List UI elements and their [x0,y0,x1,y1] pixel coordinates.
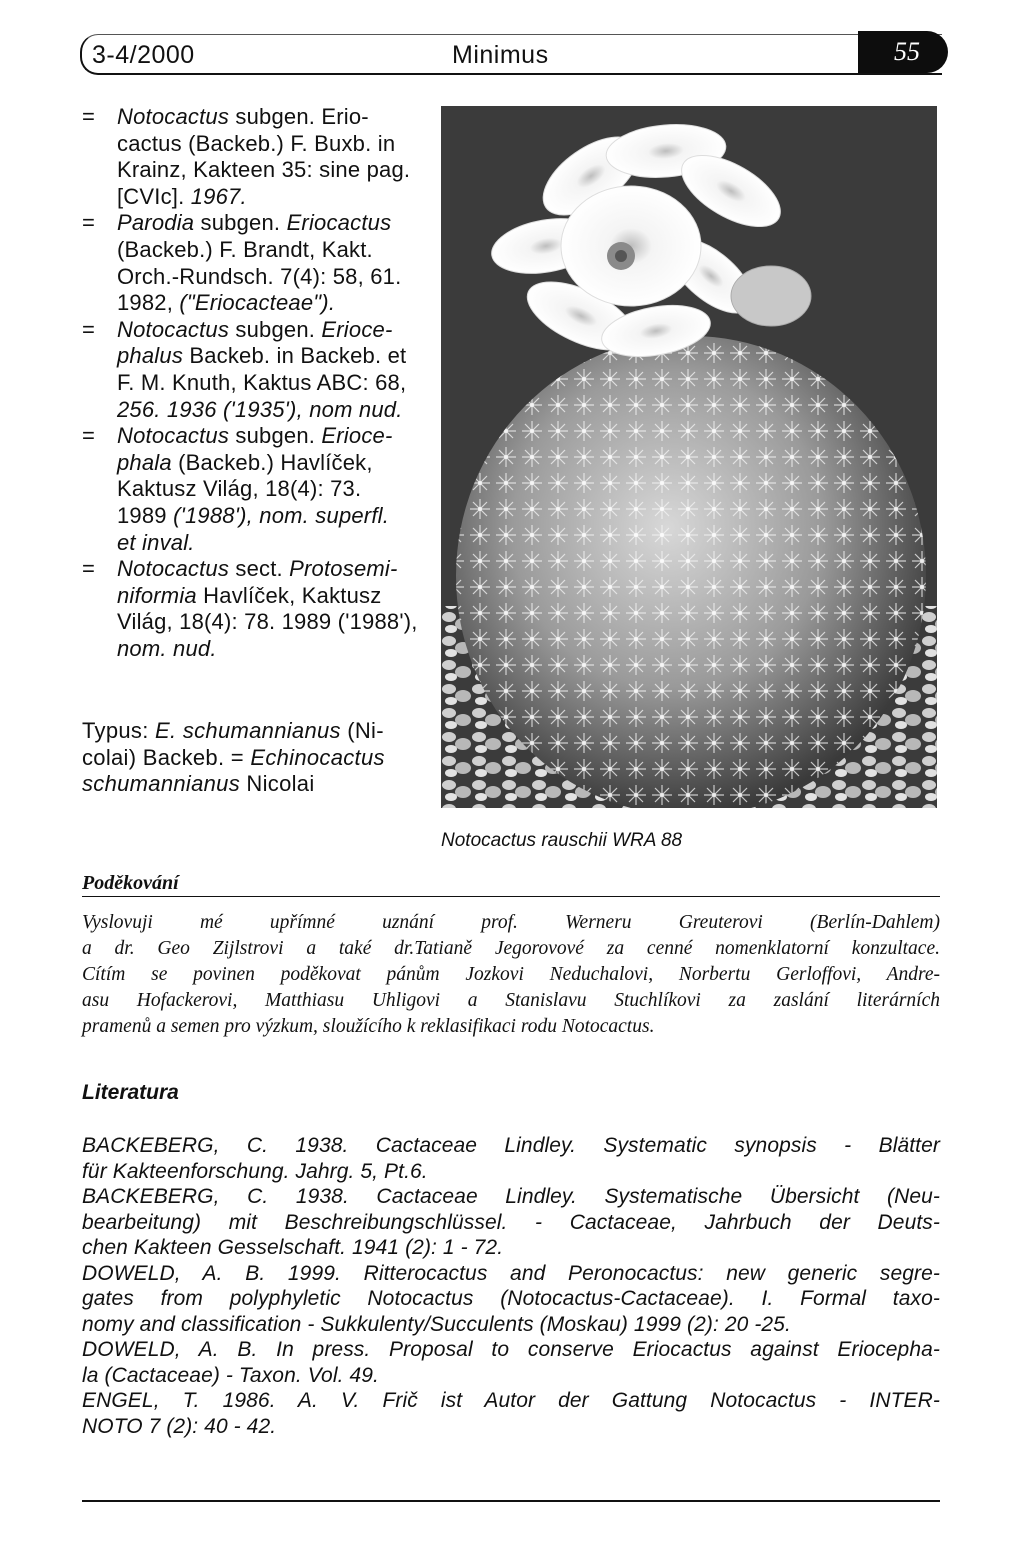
text-segment: Kaktusz Világ, 18(4): 73. [117,476,362,502]
text-line [117,104,432,131]
text-segment: 1989 [117,502,174,528]
literature-line: bearbeitung) mit Beschreibungschlüssel. - Cactaceae, Jahrbuch der Deuts- [82,1210,940,1234]
text-segment: colai) Backeb. = [82,744,251,770]
text-segment: Protosemi- [289,556,398,582]
text-segment: schumannianus [82,771,240,796]
acknowledgement-line: asu Hofackerovi, Matthiasu Uhligovi a Stanislavu Stuchlíkovi za zaslání literárních [82,990,940,1011]
bottom-rule [82,1500,940,1502]
literature-line: ENGEL, T. 1986. A. V. Frič ist Autor der Gattung Notocactus - INTER- [82,1389,940,1412]
cactus-illustration [441,106,937,808]
cactus-photo [441,106,937,808]
literature-line: la (Cactaceae) - Taxon. Vol. 49. [82,1363,379,1387]
equals-sign: = [82,104,96,129]
text-segment: niformia [117,582,197,608]
text-segment: subgen. [229,316,322,342]
text-segment: Notocactus [117,104,230,129]
page-number: 55 [858,31,948,73]
literature-list [82,1133,940,1439]
text-line [117,503,432,530]
text-segment: E. schumannianus [155,718,341,743]
text-line [117,636,432,663]
text-line [117,450,432,477]
text-line [82,771,437,798]
text-segment: subgen. [194,210,287,236]
literature-line: NOTO 7 (2): 40 - 42. [82,1414,277,1438]
synonym-entry [82,317,432,423]
literature-line: DOWELD, A. B. In press. Proposal to conserve Eriocactus against Eriocepha- [82,1338,940,1361]
literature-line: nomy and classification - Sukkulenty/Succulents (Moskau) 1999 (2): 20 -25. [82,1312,791,1336]
text-line [117,476,432,503]
text-line [117,609,432,636]
text-segment: Nicolai [240,771,315,796]
text-segment: et inval. [117,529,195,555]
acknowledgement-rule [82,896,940,897]
text-segment: 256. 1936 ('1935'), nom nud. [117,396,403,422]
text-segment: Notocactus [117,316,230,342]
synonym-entry [82,210,432,316]
text-line [117,131,432,158]
equals-sign: = [82,210,96,236]
literature-line: DOWELD, A. B. 1999. Ritterocactus and Peronocactus: new generic segre- [82,1261,940,1285]
text-line [117,370,432,397]
text-segment: (Ni- [340,718,384,743]
literature-line: chen Kakteen Gesselschaft. 1941 (2): 1 - 72. [82,1236,504,1259]
text-line [117,397,432,424]
acknowledgement-text [82,910,940,1040]
acknowledgement-line: Vyslovuji mé upřímné uznání prof. Werneru Greuterovi (Berlín-Dahlem) [82,912,940,933]
text-segment: Eriocactus [286,210,392,236]
text-segment: subgen. Erio- [229,104,369,129]
acknowledgement-line: Cítím se povinen poděkovat pánům Jozkovi Neduchalovi, Norbertu Gerloffovi, Andre- [82,964,940,985]
acknowledgement-title: Poděkování [82,872,179,894]
text-segment: Orch.-Rundsch. 7(4): 58, 61. [117,263,402,289]
text-segment: nom. nud. [117,635,217,661]
text-segment: Parodia [117,210,195,236]
equals-sign: = [82,423,96,449]
text-segment: Backeb. in Backeb. et [183,343,407,369]
synonym-entry [82,104,432,210]
text-segment: subgen. [229,423,322,449]
text-segment: 1982, [117,290,180,316]
text-segment: Notocactus [117,556,230,582]
text-segment: (Backeb.) Havlíček, [171,449,373,475]
text-line [82,745,437,772]
text-line [117,556,432,583]
acknowledgement-line: pramenů a semen pro výzkum, sloužícího k reklasifikaci rodu Notocactus. [82,1016,655,1037]
text-segment: [CVIc]. [117,183,191,209]
text-line [117,530,432,557]
page-header [80,34,942,75]
text-segment: (Backeb.) F. Brandt, Kakt. [117,236,373,262]
text-segment: sect. [229,556,290,582]
text-segment: Havlíček, Kaktusz [196,582,382,608]
acknowledgement-line: a dr. Geo Zijlstrovi a také dr.Tatianě Jegorovové za cenné nomenklatorní konzultace. [82,938,940,959]
equals-sign: = [82,556,96,582]
text-segment: Typus: [82,718,156,743]
text-segment: phala [117,449,172,475]
issue-number: 3-4/2000 [92,41,195,69]
text-segment: phalus [117,343,184,369]
synonym-entry [82,423,432,556]
text-line [117,157,432,184]
text-segment: Notocactus [117,423,230,449]
text-segment: 1967. [190,183,247,209]
literature-line: gates from polyphyletic Notocactus (Notocactus-Cactaceae). I. Formal taxo- [82,1287,940,1310]
text-line [82,718,437,745]
text-line [117,317,432,344]
text-line [117,237,432,264]
literature-title: Literatura [82,1081,179,1104]
synonym-entry [82,556,432,662]
text-line [117,343,432,370]
text-segment: Erioce- [321,423,393,449]
equals-sign: = [82,316,96,342]
text-line [117,423,432,450]
text-line [117,264,432,291]
text-segment: F. M. Knuth, Kaktus ABC: 68, [117,369,407,395]
text-line [117,290,432,317]
literature-line: BACKEBERG, C. 1938. Cactaceae Lindley. Systematic synopsis - Blätter [82,1134,940,1157]
text-line [117,184,432,211]
text-segment: ('1988'), nom. superfl. [173,502,390,528]
literature-line: für Kakteenforschung. Jahrg. 5, Pt.6. [82,1159,428,1183]
photo-caption: Notocactus rauschii WRA 88 [441,830,683,851]
synonym-list [82,104,432,662]
text-line [117,210,432,237]
text-segment: cactus (Backeb.) F. Buxb. in [117,130,396,156]
typus-statement [82,718,437,798]
text-segment: Krainz, Kakteen 35: sine pag. [117,157,411,183]
journal-title: Minimus [452,41,549,69]
text-segment: Echinocactus [250,744,385,770]
text-segment: Világ, 18(4): 78. 1989 ('1988'), [117,609,418,635]
text-segment: ("Eriocacteae"). [179,290,336,316]
text-line [117,583,432,610]
literature-line: BACKEBERG, C. 1938. Cactaceae Lindley. Systematische Übersicht (Neu- [82,1185,940,1208]
text-segment: Erioce- [321,316,393,342]
